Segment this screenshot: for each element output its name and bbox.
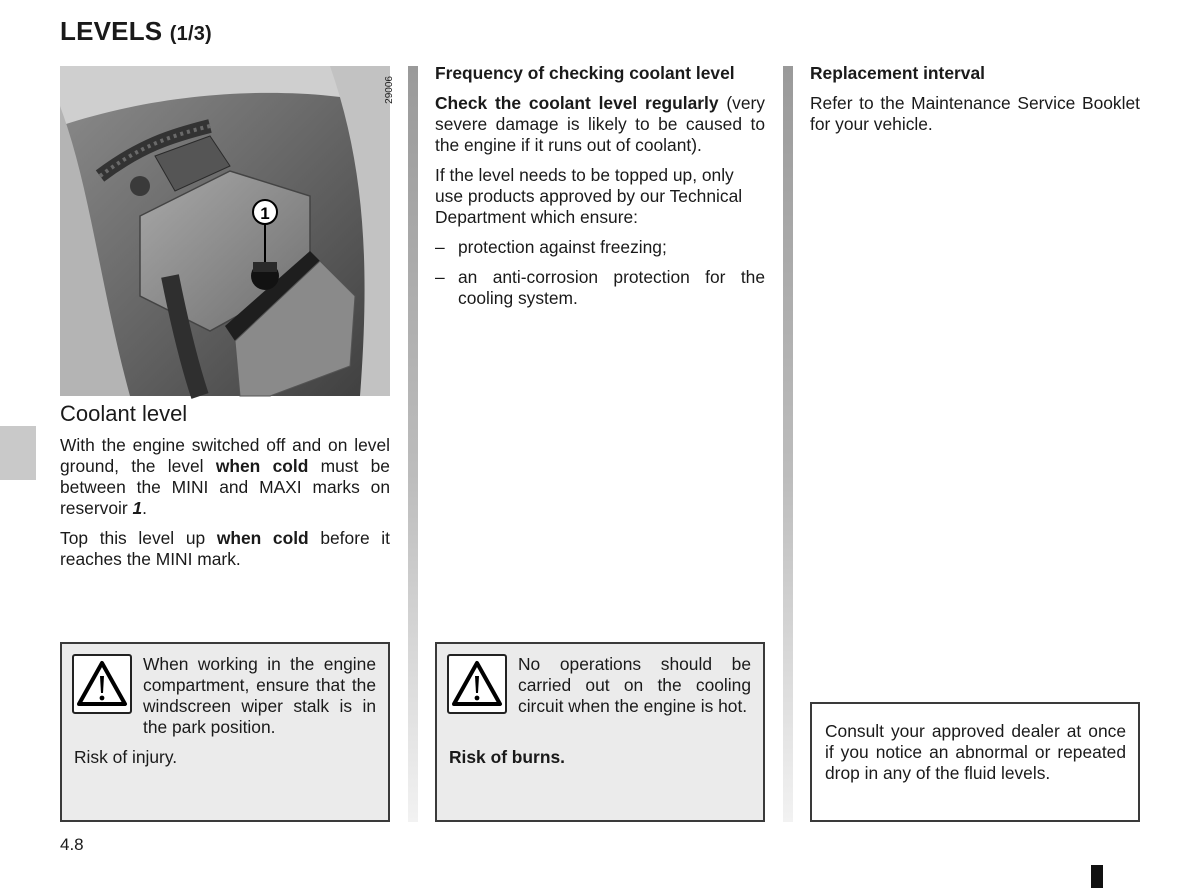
column-separator-1 — [408, 66, 418, 822]
warning-risk: Risk of burns. — [449, 747, 565, 767]
frequency-heading: Frequency of checking coolant level — [435, 63, 735, 83]
replacement-heading: Replacement interval — [810, 63, 985, 83]
replacement-paragraph: Refer to the Maintenance Service Booklet for your vehicle. — [810, 93, 1140, 134]
list-dash: – — [435, 237, 445, 257]
callout-number: 1 — [260, 204, 270, 223]
protection-list — [435, 237, 765, 309]
figure-reference: 29006 — [384, 76, 395, 104]
list-item-text: an anti-corrosion protection for the cooling system. — [458, 267, 765, 308]
page-edge-marker — [1091, 865, 1103, 888]
page-title-main: LEVELS — [60, 16, 163, 46]
list-dash: – — [435, 267, 445, 287]
engine-warning-box — [60, 642, 390, 822]
list-item — [435, 267, 765, 309]
list-item-text: protection against freezing; — [458, 237, 667, 257]
list-item — [435, 237, 765, 258]
engine-compartment-photo — [60, 66, 395, 396]
page-title-counter: (1/3) — [169, 23, 212, 45]
warning-triangle-icon — [72, 654, 132, 714]
right-column-text — [810, 63, 1140, 144]
check-paragraph: Check the coolant level regularly (very severe damage is likely to be caused to the engine if it runs out of coolant). — [435, 93, 765, 155]
page-number: 4.8 — [60, 835, 84, 854]
chapter-tab — [0, 426, 36, 480]
page-title — [60, 16, 212, 47]
left-column-text — [60, 435, 390, 579]
cooling-warning-box — [435, 642, 765, 822]
section-title: Coolant level — [60, 401, 188, 426]
column-separator-2 — [783, 66, 793, 822]
warning-text: No operations should be carried out on the cooling circuit when the engine is hot. — [518, 654, 751, 716]
coolant-level-paragraph: With the engine switched off and on level ground, the level when cold must be between the MINI and MAXI marks on reservoir 1. — [60, 435, 390, 518]
middle-column-text — [435, 63, 765, 318]
dealer-note-box — [810, 702, 1140, 822]
warning-text: When working in the engine compartment, ensure that the windscreen wiper stalk is in the park position. — [143, 654, 376, 737]
top-up-products-paragraph: If the level needs to be topped up, only use products approved by our Technical Department which ensure: — [435, 165, 743, 227]
warning-triangle-icon — [447, 654, 507, 714]
warning-risk: Risk of injury. — [74, 747, 178, 767]
dealer-note-text: Consult your approved dealer at once if you notice an abnormal or repeated drop in any of the fluid levels. — [825, 721, 1126, 783]
top-up-paragraph: Top this level up when cold before it reaches the MINI mark. — [60, 528, 390, 569]
engine-illustration — [60, 66, 390, 396]
